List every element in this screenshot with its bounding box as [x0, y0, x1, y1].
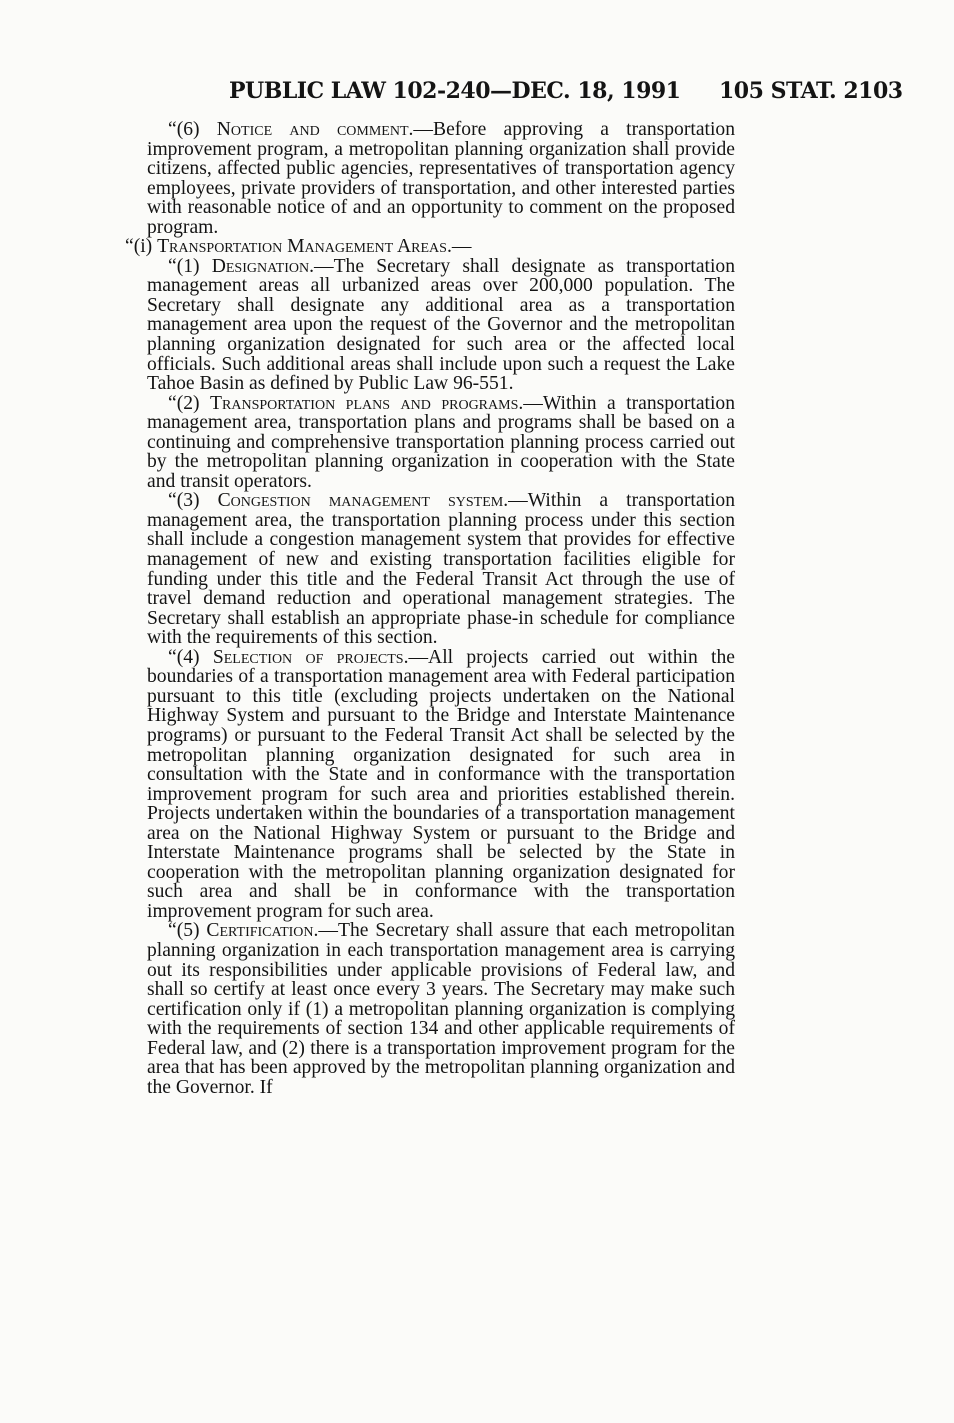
paragraph-certification — [147, 921, 735, 1097]
paragraph-notice-and-comment — [147, 120, 735, 237]
paragraph-plans-and-programs — [147, 394, 735, 492]
paragraph-prefix: “(6) — [168, 119, 217, 140]
paragraph-prefix: “(2) — [168, 392, 211, 414]
paragraph-text: .—The Secretary shall designate as transportation management areas all urbanized areas over 200,000 population. The Secretary shall designate any additional area as a transportation management area upon the request of the Governor and the metropolitan planning organization designated for such area or the affected local officials. Such additional areas shall include upon such a request the Lake Tahoe Basin as defined by Public Law 96-551. — [147, 255, 735, 395]
paragraph-heading: Congestion management system — [217, 490, 504, 512]
paragraph-heading: Certification — [206, 920, 314, 942]
paragraph-heading: Notice and comment — [216, 119, 409, 140]
paragraph-prefix: “(5) — [168, 920, 207, 942]
paragraph-designation — [147, 257, 735, 394]
stat-page-number: 105 STAT. 2103 — [719, 78, 903, 104]
statute-body — [125, 119, 735, 1098]
subsection-heading: Transportation Management Areas — [157, 236, 447, 258]
paragraph-congestion-management — [147, 491, 735, 647]
paragraph-heading: Selection of projects — [212, 646, 404, 668]
paragraph-selection-of-projects — [147, 648, 735, 922]
subsection-prefix: “(i) — [125, 236, 158, 258]
paragraph-heading: Designation — [211, 255, 310, 277]
subsection-transportation-management-areas — [125, 237, 735, 257]
paragraph-text: .—Within a transportation management area, the transportation planning process under this section shall include a congestion management system that provides for effective management of new and existing transportation facilities eligible for funding under this title and the Federal Transit Act through the use of travel demand reduction and operational management strategies. The Secretary shall establish an appropriate phase-in schedule for compliance with the requirements of this section. — [147, 490, 735, 649]
paragraph-text: .—Within a transportation management area, transportation plans and programs shall be based on a continuing and comprehensive transportation planning process carried out by the metropolitan planning organization in cooperation with the State and transit operators. — [147, 392, 735, 492]
paragraph-heading: Transportation plans and programs — [210, 392, 519, 414]
paragraph-text: .—All projects carried out within the boundaries of a transportation management area with Federal participation pursuant to this title (excluding projects undertaken on the National Highway System and pursuant to the Bridge and Interstate Maintenance programs) or pursuant to the Federal Transit Act shall be selected by the metropolitan planning organization designated for such area in consultation with the State and in conformance with the transportation improvement program for such area and priorities established therein. Projects undertaken within the boundaries of a transportation management area on the National Highway System or pursuant to the Bridge and Interstate Maintenance programs shall be selected by the State in cooperation with the metropolitan planning organization designated for such area and shall be in conformance with the transportation improvement program for such area. — [147, 646, 735, 922]
running-header — [0, 78, 954, 110]
paragraph-text: .—The Secretary shall assure that each metropolitan planning organization in each transportation management area is carrying out its responsibilities under applicable provisions of Federal law, and shall so certify at least once every 3 years. The Secretary may make such certification only if (1) a metropolitan planning organization is complying with the requirements of section 134 and other applicable requirements of Federal law, and (2) there is a transportation improvement program for the area that has been approved by the metropolitan planning organization and the Governor. If — [147, 920, 735, 1098]
paragraph-text: .—Before approving a transportation improvement program, a metropolitan planning organization shall provide citizens, affected public agencies, representatives of transportation agency employees, private providers of transportation, and other interested parties with reasonable notice of and an opportunity to comment on the proposed program. — [147, 119, 735, 238]
law-title: PUBLIC LAW 102-240—DEC. 18, 1991 — [229, 78, 681, 104]
paragraph-prefix: “(4) — [168, 646, 213, 668]
paragraph-prefix: “(3) — [168, 490, 218, 512]
subsection-dash: .— — [446, 236, 472, 258]
paragraph-prefix: “(1) — [168, 255, 212, 277]
